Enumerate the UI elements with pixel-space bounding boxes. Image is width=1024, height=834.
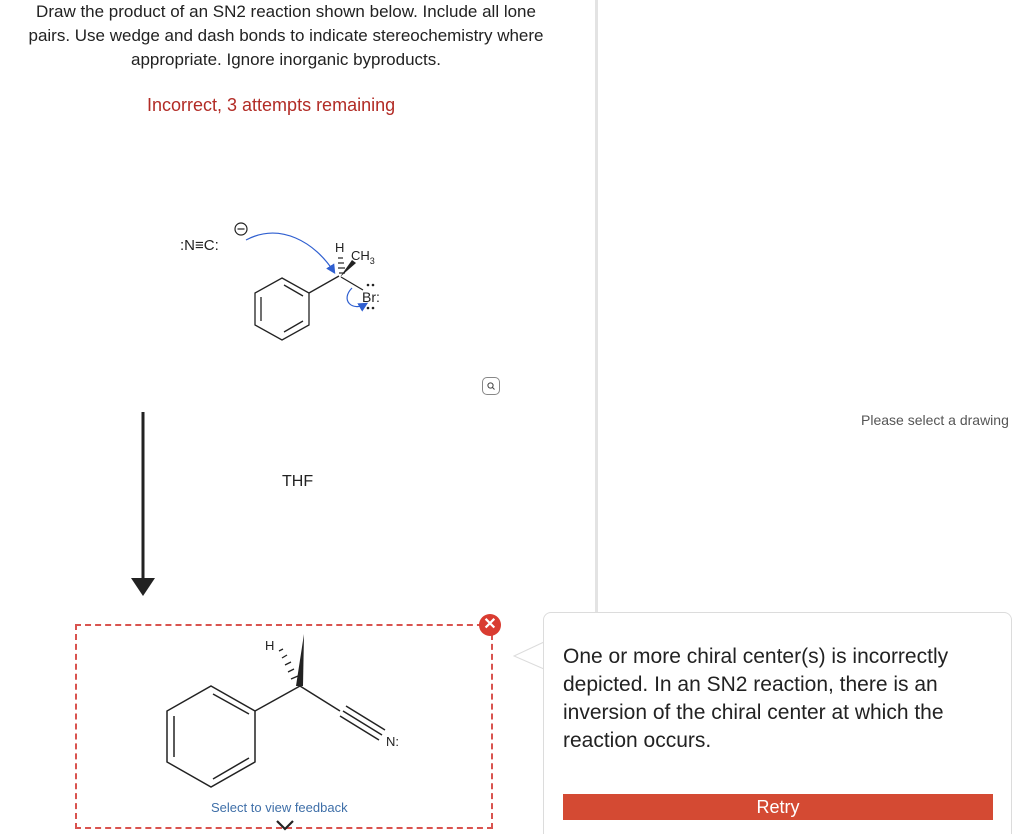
question-line-3: appropriate. Ignore inorganic byproducts.	[131, 50, 441, 69]
methyl-ch-text: CH	[351, 248, 370, 263]
bromine-label: Br:	[362, 289, 380, 305]
reactant-hash-bond	[338, 258, 345, 273]
zoom-button[interactable]	[482, 377, 500, 395]
feedback-message: One or more chiral center(s) is incorrectly depicted. In an SN2 reaction, there is an inversion of the chiral center at which the reaction occurs.	[563, 645, 949, 752]
question-line-2: pairs. Use wedge and dash bonds to indicate stereochemistry where	[28, 26, 544, 45]
nucleophile-label: :N≡C:	[180, 237, 219, 254]
down-arrow-icon	[131, 578, 155, 596]
retry-button[interactable]: Retry	[563, 794, 993, 820]
magnifier-icon	[483, 378, 499, 394]
reactant-h-label: H	[335, 240, 345, 255]
question-line-1: Draw the product of an SN2 reaction shown below. Include all lone	[36, 2, 536, 21]
close-icon[interactable]: ✕	[479, 614, 501, 636]
product-h-label: H	[265, 638, 275, 653]
feedback-pointer	[512, 640, 546, 670]
view-feedback-link[interactable]: Select to view feedback	[211, 800, 348, 815]
select-drawing-hint: Please select a drawing	[861, 412, 1009, 428]
chevron-down-icon[interactable]	[274, 818, 296, 832]
attempt-status: Incorrect, 3 attempts remaining	[147, 95, 396, 115]
reactant-benzene-ring	[255, 278, 309, 340]
solvent-label: THF	[282, 473, 314, 490]
product-n-label: N:	[386, 734, 399, 749]
negative-charge-icon	[235, 223, 247, 235]
methyl-subscript: 3	[369, 256, 375, 266]
answer-drawing-area[interactable]	[75, 624, 493, 829]
reactant-ring-bond	[309, 276, 339, 293]
nucleophile-attack-arrow	[246, 233, 334, 272]
